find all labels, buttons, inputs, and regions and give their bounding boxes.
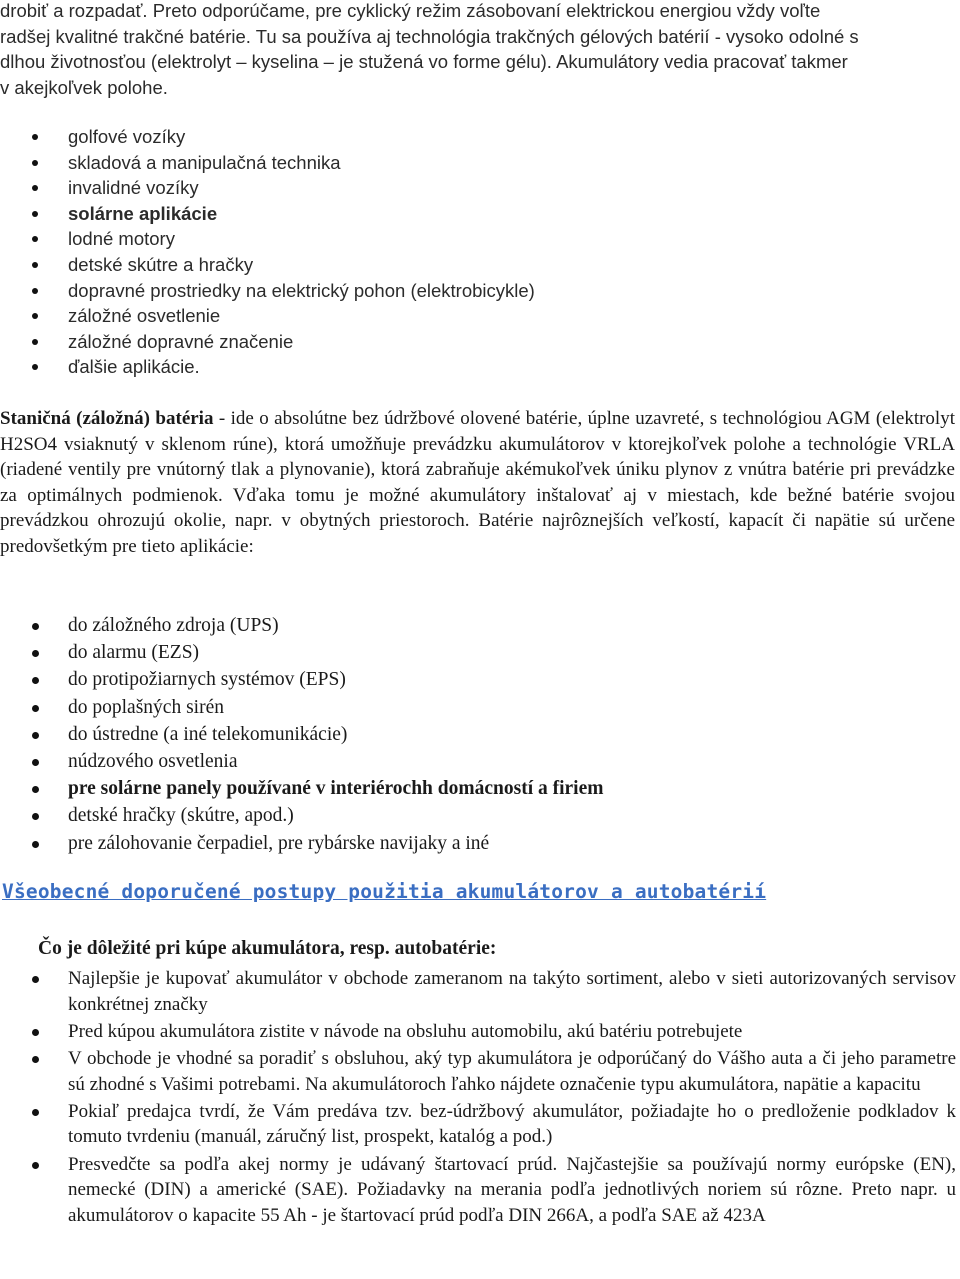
standby-uses-list (0, 612, 900, 857)
list-item: do ústredne (a iné telekomunikácie) (0, 721, 900, 748)
intro-line-3: dlhou životnosťou (elektrolyt – kyselina – je stužená vo forme gélu). Akumulátory vedia pracovať takmer (0, 51, 848, 72)
list-item: Pred kúpou akumulátora zistite v návode na obsluhu automobilu, akú batériu potrebujete (0, 1019, 958, 1045)
list-item: dopravné prostriedky na elektrický pohon (elektrobicykle) (0, 278, 900, 304)
list-item: Presvedčte sa podľa akej normy je udávaný štartovací prúd. Najčastejšie sa používajú normy európske (EN), nemecké (DIN) a americké (SAE). Požiadavky na merania podľa jednotlivých noriem sú rôzne. Preto napr. u akumulátorov o kapacite 55 Ah - je štartovací prúd podľa DIN 266A, a podľa SAE až 423A (0, 1152, 958, 1229)
list-item: do protipožiarnych systémov (EPS) (0, 666, 900, 693)
list-item: detské skútre a hračky (0, 252, 900, 278)
list-item: lodné motory (0, 226, 900, 252)
standby-term: Staničná (záložná) batéria (0, 408, 214, 429)
list-item: núdzového osvetlenia (0, 748, 900, 775)
list-item: Najlepšie je kupovať akumulátor v obchode zameranom na takýto sortiment, alebo v sieti autorizovaných servisov konkrétnej značky (0, 966, 958, 1017)
intro-paragraph (0, 0, 955, 100)
list-item: pre solárne panely používané v interiérochh domácností a firiem (0, 775, 900, 802)
standby-paragraph (0, 406, 955, 559)
standby-text: - ide o absolútne bez údržbové olovené batérie, úplne uzavreté, s technológiou AGM (elektrolyt H2SO4 vsiaknutý v sklenom rúne), ktorá umožňuje prevádzku akumulátorov v ktorejkoľvek polohe a technológie VRLA (riadené ventily pre vnútorný tlak a plynovanie), ktorá zabraňuje akémukoľvek úniku plynov z vnútra batérie pri prevádzke za optimálnych podmienok. Vďaka tomu je možné akumulátory inštalovať aj v miestach, kde bežné batérie svojou prevádzkou ohrozujú okolie, napr. v obytných priestoroch. Batérie najrôznejších veľkostí, kapacít či napätie sú určene predovšetkým pre tieto aplikácie: (0, 408, 955, 557)
intro-line-1: drobiť a rozpadať. Preto odporúčame, pre cyklický režim zásobovaní elektrickou energiou vždy voľte (0, 0, 821, 21)
section-heading-link[interactable]: Všeobecné doporučené postupy použitia akumulátorov a autobatérií (2, 880, 767, 903)
purchase-heading: Čo je dôležité pri kúpe akumulátora, resp. autobatérie: (38, 938, 497, 959)
list-item: detské hračky (skútre, apod.) (0, 802, 900, 829)
list-item: Pokiaľ predajca tvrdí, že Vám predáva tzv. bez-údržbový akumulátor, požiadajte ho o predloženie podkladov k tomuto tvrdeniu (manuál, záručný list, prospekt, katalóg a pod.) (0, 1099, 958, 1150)
purchase-tips-list (0, 966, 958, 1230)
intro-line-4: v akejkoľvek polohe. (0, 76, 168, 98)
list-item: do alarmu (EZS) (0, 639, 900, 666)
list-item: záložné dopravné značenie (0, 329, 900, 355)
list-item: solárne aplikácie (0, 201, 900, 227)
list-item: skladová a manipulačná technika (0, 150, 900, 176)
list-item: záložné osvetlenie (0, 303, 900, 329)
list-item: invalidné vozíky (0, 175, 900, 201)
list-item: pre zálohovanie čerpadiel, pre rybárske navijaky a iné (0, 830, 900, 857)
list-item: do poplašných sirén (0, 694, 900, 721)
intro-line-2: radšej kvalitné trakčné batérie. Tu sa používa aj technológia trakčných gélových batérií - vysoko odolné s (0, 25, 859, 47)
list-item: do záložného zdroja (UPS) (0, 612, 900, 639)
traction-uses-list (0, 124, 900, 380)
list-item: ďalšie aplikácie. (0, 354, 900, 380)
list-item: golfové vozíky (0, 124, 900, 150)
list-item: V obchode je vhodné sa poradiť s obsluhou, aký typ akumulátora je odporúčaný do Vášho auta a či jeho parametre sú zhodné s Vašimi potrebami. Na akumulátoroch ľahko nájdete označenie typu akumulátora, napätie a kapacitu (0, 1046, 958, 1097)
